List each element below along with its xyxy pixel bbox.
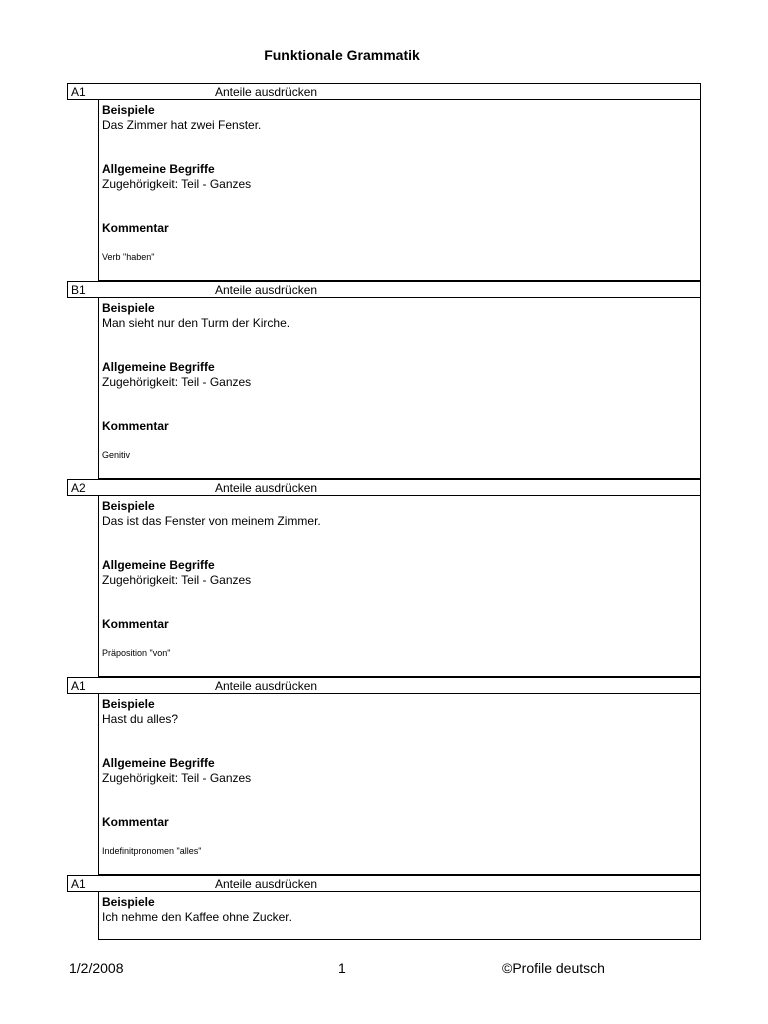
footer-copyright: ©Profile deutsch <box>502 960 605 976</box>
begriffe-label: Allgemeine Begriffe <box>102 558 215 572</box>
beispiele-label: Beispiele <box>102 301 155 315</box>
concept-text: Zugehörigkeit: Teil - Ganzes <box>102 177 252 191</box>
entry-body <box>98 298 701 479</box>
entry-body <box>98 100 701 281</box>
example-text: Das ist das Fenster von meinem Zimmer. <box>102 514 321 528</box>
entry-header <box>67 281 701 298</box>
page-title: Funktionale Grammatik <box>264 47 420 63</box>
entry-header <box>67 875 701 892</box>
concept-text: Zugehörigkeit: Teil - Ganzes <box>102 573 252 587</box>
entry <box>67 479 701 677</box>
entry-level: A2 <box>71 481 86 495</box>
entry-list <box>67 83 701 940</box>
example-text: Hast du alles? <box>102 712 179 726</box>
entry-category: Anteile ausdrücken <box>215 283 318 297</box>
begriffe-label: Allgemeine Begriffe <box>102 360 215 374</box>
comment-text: Genitiv <box>102 450 131 460</box>
entry-level: B1 <box>71 283 86 297</box>
example-text: Das Zimmer hat zwei Fenster. <box>102 118 262 132</box>
beispiele-label: Beispiele <box>102 103 155 117</box>
entry-category: Anteile ausdrücken <box>215 877 318 891</box>
begriffe-label: Allgemeine Begriffe <box>102 756 215 770</box>
footer-date: 1/2/2008 <box>69 960 124 976</box>
footer-page-number: 1 <box>338 960 346 976</box>
kommentar-label: Kommentar <box>102 815 169 829</box>
entry <box>67 677 701 875</box>
comment-text: Indefinitpronomen "alles" <box>102 846 202 856</box>
kommentar-label: Kommentar <box>102 419 169 433</box>
entry-body <box>98 496 701 677</box>
entry-header <box>67 83 701 100</box>
entry-header <box>67 479 701 496</box>
entry-body <box>98 694 701 875</box>
entry-category: Anteile ausdrücken <box>215 679 318 693</box>
entry-level: A1 <box>71 877 86 891</box>
beispiele-label: Beispiele <box>102 697 155 711</box>
entry <box>67 281 701 479</box>
entry-category: Anteile ausdrücken <box>215 481 318 495</box>
comment-text: Verb "haben" <box>102 252 155 262</box>
entry-body <box>98 892 701 940</box>
concept-text: Zugehörigkeit: Teil - Ganzes <box>102 375 252 389</box>
example-text: Ich nehme den Kaffee ohne Zucker. <box>102 910 292 924</box>
entry-category: Anteile ausdrücken <box>215 85 318 99</box>
beispiele-label: Beispiele <box>102 499 155 513</box>
begriffe-label: Allgemeine Begriffe <box>102 162 215 176</box>
beispiele-label: Beispiele <box>102 895 155 909</box>
entry <box>67 875 701 940</box>
comment-text: Präposition "von" <box>102 648 171 658</box>
example-text: Man sieht nur den Turm der Kirche. <box>102 316 291 330</box>
kommentar-label: Kommentar <box>102 221 169 235</box>
concept-text: Zugehörigkeit: Teil - Ganzes <box>102 771 252 785</box>
entry <box>67 83 701 281</box>
entry-level: A1 <box>71 85 86 99</box>
entry-header <box>67 677 701 694</box>
kommentar-label: Kommentar <box>102 617 169 631</box>
entry-level: A1 <box>71 679 86 693</box>
